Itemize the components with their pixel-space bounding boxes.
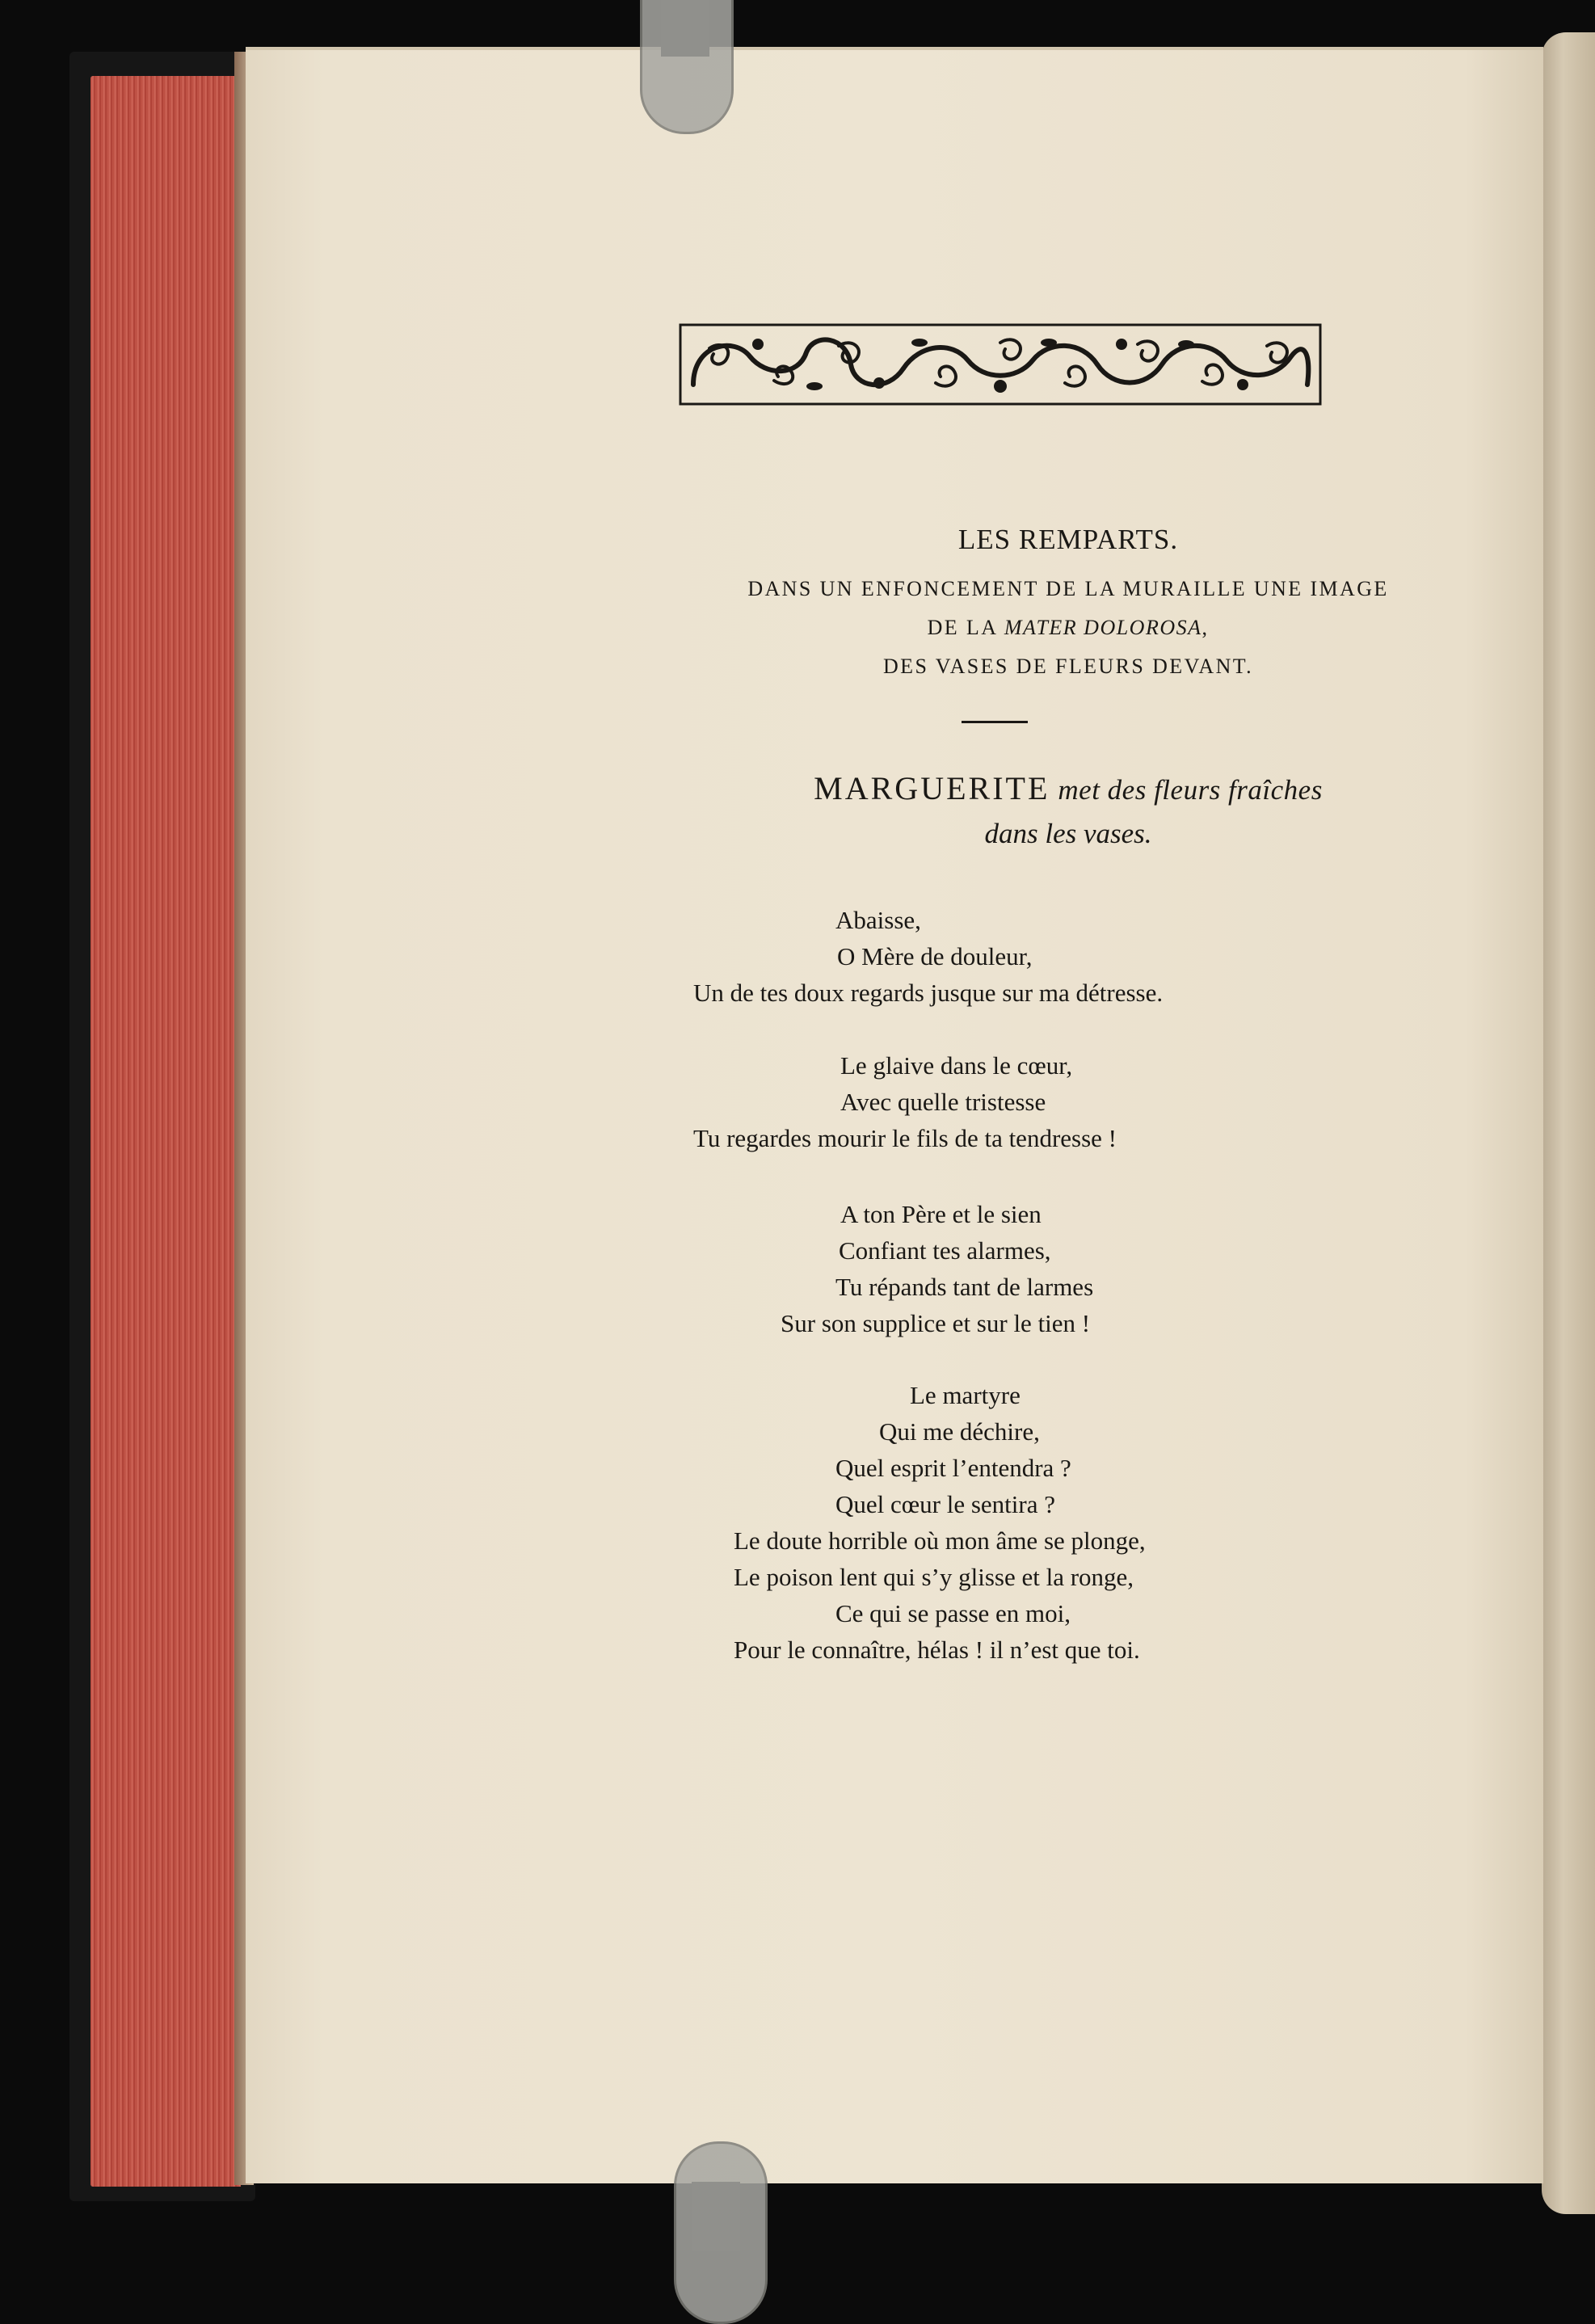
verse-line: Quel cœur le sentira ? xyxy=(835,1490,1055,1518)
verse-line: Abaisse, xyxy=(835,906,921,934)
stage-direction-italic: MATER DOLOROSA xyxy=(1004,616,1202,639)
verse-line: Le martyre xyxy=(910,1381,1021,1409)
verse-line: Tu répands tant de larmes xyxy=(835,1273,1094,1301)
verse-line: Ce qui se passe en moi, xyxy=(835,1599,1071,1627)
scrollwork-ornament-icon xyxy=(677,320,1324,409)
stage-direction-line-3: DES VASES DE FLEURS DEVANT. xyxy=(883,655,1253,678)
verse-line: Un de tes doux regards jusque sur ma détresse. xyxy=(693,979,1164,1007)
speaker-line xyxy=(659,769,1477,807)
stage-direction-prefix: DE LA xyxy=(927,616,1004,639)
verse-line: Qui me déchire, xyxy=(879,1417,1040,1446)
verse-line: Le glaive dans le cœur, xyxy=(840,1051,1073,1080)
facing-page-edge xyxy=(1542,32,1595,2214)
verse-line: Pour le connaître, hélas ! il n’est que toi. xyxy=(734,1636,1140,1664)
speaker-name: MARGUERITE xyxy=(814,770,1050,806)
verse-line: Tu regardes mourir le fils de ta tendresse ! xyxy=(693,1124,1117,1152)
speaker-action-line-2: dans les vases. xyxy=(984,818,1152,849)
verse-line: Le doute horrible où mon âme se plonge, xyxy=(734,1526,1146,1555)
speaker-action: met des fleurs fraîches xyxy=(1058,774,1323,806)
top-page-clip xyxy=(640,0,734,134)
verse-line: Avec quelle tristesse xyxy=(840,1088,1046,1116)
scene-location: LES REMPARTS. xyxy=(957,524,1179,555)
stage-direction-line-2 xyxy=(659,616,1477,640)
verse-line: O Mère de douleur, xyxy=(837,942,1033,970)
verse-line: A ton Père et le sien xyxy=(840,1200,1042,1228)
section-divider-rule xyxy=(962,721,1028,723)
verse-line: Confiant tes alarmes, xyxy=(839,1236,1051,1265)
stage-direction-suffix: , xyxy=(1202,616,1210,639)
verse-line: Sur son supplice et sur le tien ! xyxy=(781,1309,1091,1337)
bottom-page-clip xyxy=(674,2141,768,2324)
verse-line: Le poison lent qui s’y glisse et la ronge, xyxy=(734,1563,1134,1591)
stage-direction-line-1: DANS UN ENFONCEMENT DE LA MURAILLE UNE IMAGE xyxy=(747,577,1389,600)
red-page-edges xyxy=(90,76,241,2187)
verse-line: Quel esprit l’entendra ? xyxy=(835,1454,1071,1482)
